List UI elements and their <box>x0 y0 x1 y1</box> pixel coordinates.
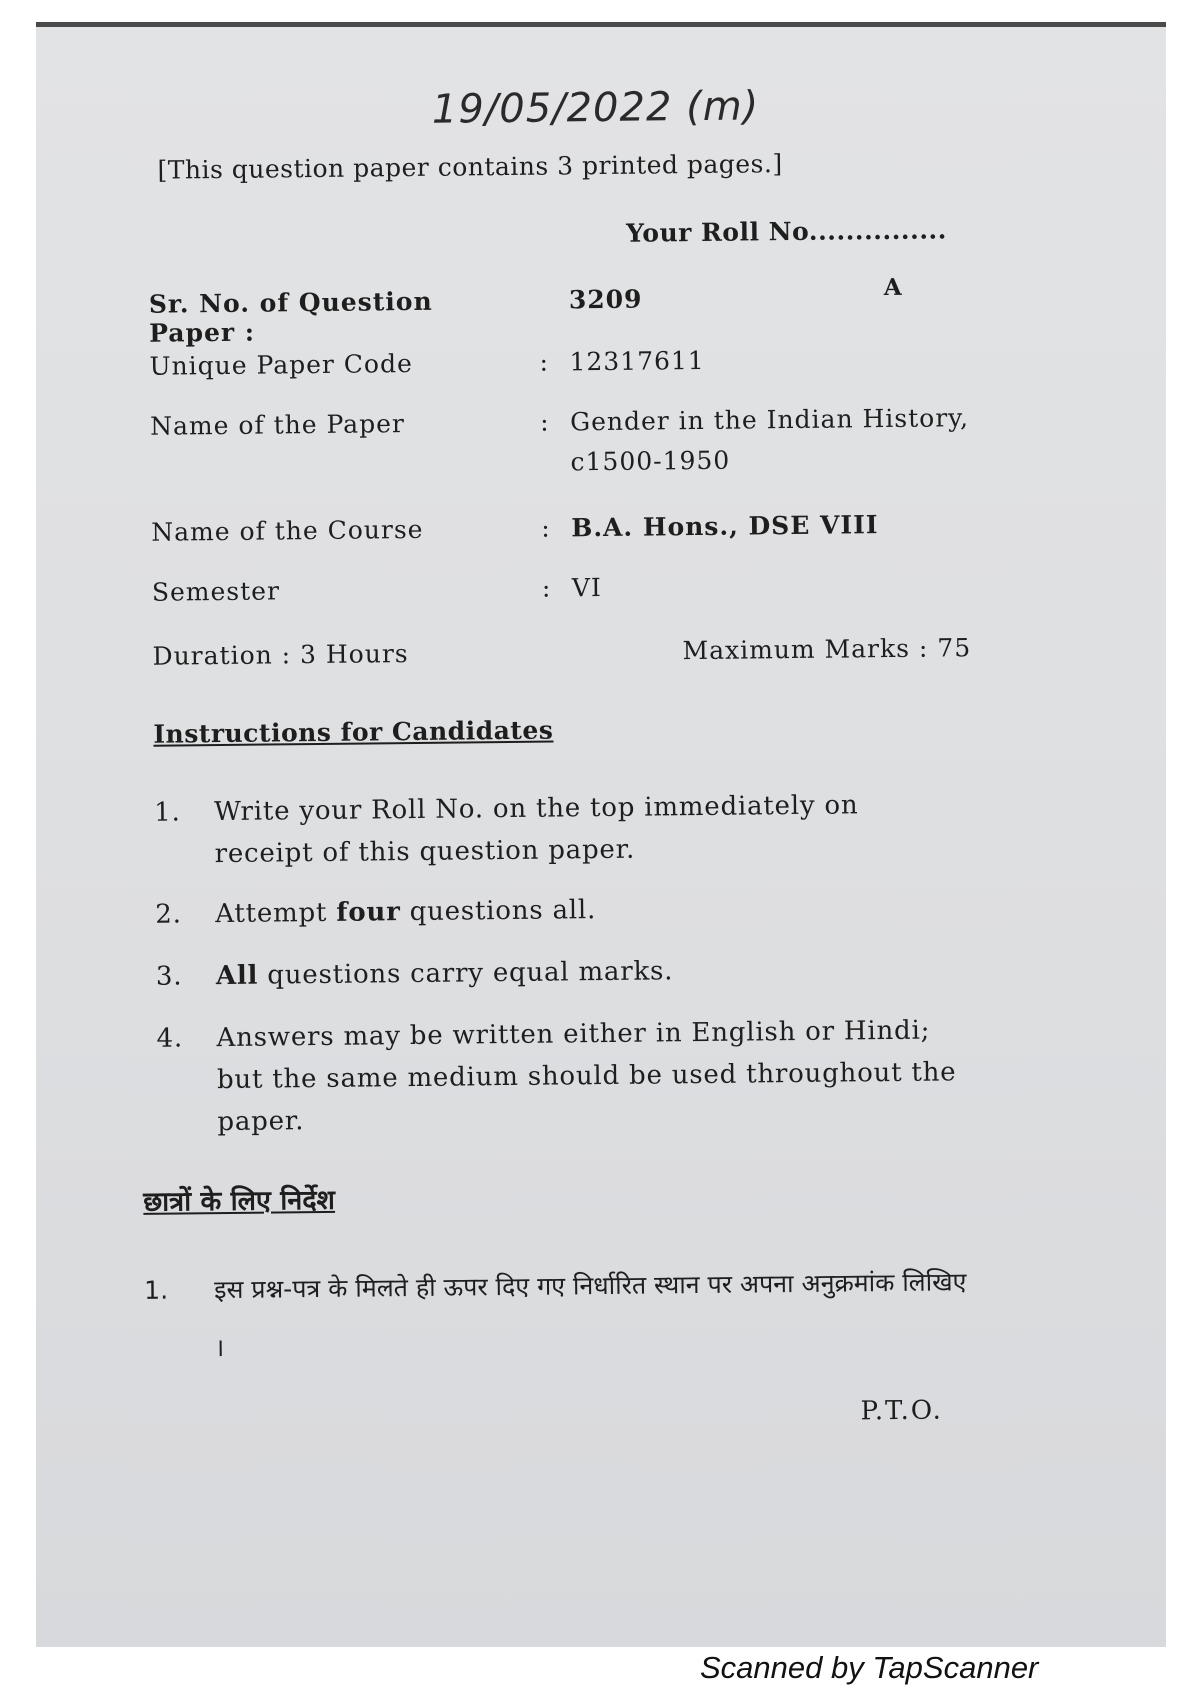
course-label: Name of the Course <box>151 514 424 547</box>
sr-no-label: Sr. No. of Question Paper : <box>148 286 433 348</box>
paper-name-label: Name of the Paper <box>150 409 406 441</box>
paper-name-value: Gender in the Indian History, <box>569 403 970 437</box>
course-row: Name of the Course : B.A. Hons., DSE VIII <box>151 510 879 547</box>
handwritten-date: 19/05/2022 (m) <box>431 83 760 133</box>
sr-no-row <box>148 284 643 348</box>
hindi-instructions-heading: छात्रों के लिए निर्देश <box>143 1184 336 1218</box>
paper-code-value: 12317611 <box>569 345 705 377</box>
scanned-page <box>36 22 1166 1647</box>
instruction-number: 1. <box>144 1275 169 1305</box>
question-paper <box>36 22 1166 1647</box>
scanner-watermark: Scanned by TapScanner <box>700 1650 1039 1685</box>
instruction-text: Answers may be written either in English or Hindi; but the same medium should be used throughout the paper. <box>216 1015 957 1138</box>
sr-no-value: 3209 <box>568 284 643 315</box>
instruction-text: Write your Roll No. on the top immediately on receipt of this question paper. <box>214 790 859 870</box>
semester-row: Semester : VI <box>151 573 602 607</box>
instruction-number: 2. <box>155 899 182 930</box>
instruction-number: 1. <box>154 797 181 828</box>
pto-note: P.T.O. <box>860 1395 944 1427</box>
set-letter: A <box>883 273 902 302</box>
instruction-number: 4. <box>156 1023 184 1054</box>
semester-label: Semester <box>151 576 281 607</box>
paper-name-row: Name of the Paper : Gender in the Indian History, <box>150 403 970 441</box>
emphasis: four <box>336 897 401 928</box>
roll-number-field: Your Roll No............... <box>626 215 947 248</box>
emphasis: All <box>215 960 259 992</box>
paper-name-value-2: c1500-1950 <box>570 445 731 477</box>
course-value: B.A. Hons., DSE VIII <box>571 510 879 543</box>
pages-note: [This question paper contains 3 printed pages.] <box>157 149 783 185</box>
semester-value: VI <box>571 573 602 603</box>
instruction-text: इस प्रश्न-पत्र के मिलते ही ऊपर दिए गए निर्धारित स्थान पर अपना अनुक्रमांक लिखिए । <box>214 1267 967 1363</box>
instruction-text: All questions carry equal marks. <box>215 956 674 992</box>
paper-code-label: Unique Paper Code <box>149 348 413 381</box>
duration: Duration : 3 Hours <box>152 639 409 671</box>
instructions-heading: Instructions for Candidates <box>153 715 554 749</box>
paper-code-row: Unique Paper Code : 12317611 <box>149 345 705 381</box>
maximum-marks: Maximum Marks : 75 <box>682 633 972 666</box>
instruction-text: Attempt four questions all. <box>215 895 597 930</box>
instruction-number: 3. <box>155 961 183 992</box>
